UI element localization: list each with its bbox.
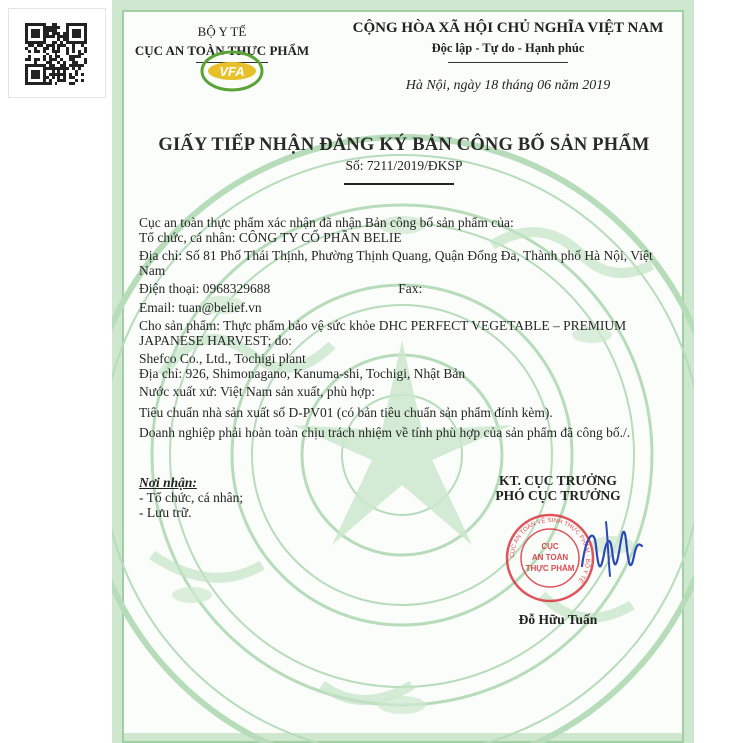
intro-text: Cục an toàn thực phẩm xác nhận đã nhận Bản công bố sản phẩm của:	[139, 215, 514, 230]
standard-text: Tiêu chuẩn nhà sản xuất số D-PV01 (có bản tiêu chuẩn sản phẩm đính kèm).	[139, 404, 553, 420]
certificate-document	[112, 0, 694, 743]
origin-text: Nước xuất xứ: Việt Nam sản xuất, phù hợp:	[139, 384, 375, 399]
stamp-line: CỤC	[541, 542, 559, 551]
manufacturer-address-text: Địa chỉ: 926, Shimonagano, Kanuma-shi, Tochigi, Nhật Bản	[139, 365, 466, 381]
signatory-line-2: PHÓ CỤC TRƯỞNG	[495, 488, 621, 503]
header-rule-right	[448, 62, 568, 63]
address-text: Địa chỉ: Số 81 Phố Thái Thịnh, Phường Thịnh Quang, Quận Đống Đa, Thành phố Hà Nội, Việt Nam	[139, 248, 653, 278]
stamp-line: THỰC PHẨM	[525, 564, 575, 573]
recipient-item: - Lưu trữ.	[139, 505, 192, 520]
agency-name: CỤC AN TOÀN THỰC PHẨM	[134, 43, 310, 58]
recipients-block	[139, 475, 339, 520]
handwritten-signature	[576, 516, 646, 584]
document-number: Số: 7211/2019/ĐKSP	[345, 158, 463, 173]
document-body	[139, 216, 673, 441]
country-name: CỘNG HÒA XÃ HỘI CHỦ NGHĨA VIỆT NAM	[352, 20, 664, 36]
document-title: GIẤY TIẾP NHẬN ĐĂNG KÝ BẢN CÔNG BỐ SẢN PHẨM	[158, 135, 650, 155]
signer-name: Đỗ Hữu Tuấn	[518, 612, 598, 627]
recipient-item: - Tổ chức, cá nhân;	[139, 490, 244, 505]
contact-row	[139, 282, 673, 297]
responsibility-text: Doanh nghiệp phải hoàn toàn chịu trách nhiệm về tính phù hợp của sản phẩm đã công bố./.	[139, 425, 631, 440]
qr-code	[25, 23, 87, 85]
fax-text: Fax:	[398, 281, 423, 296]
issue-date: Hà Nội, ngày 18 tháng 06 năm 2019	[405, 78, 611, 93]
national-header	[340, 20, 676, 56]
ministry-name: BỘ Y TẾ	[197, 24, 247, 39]
email-text: Email: tuan@belief.vn	[139, 299, 262, 315]
phone-text: Điện thoại: 0968329688	[139, 281, 271, 296]
national-motto: Độc lập - Tự do - Hạnh phúc	[431, 41, 585, 55]
qr-code-panel	[8, 8, 106, 98]
recipients-heading: Nơi nhận:	[139, 475, 197, 490]
vfa-logo	[200, 50, 264, 92]
signatory-line-1: KT. CỤC TRƯỞNG	[499, 473, 617, 488]
stamp-ring-text: CỤC AN TOÀN VỆ SINH THỰC PHẨM · BỘ Y TẾ	[508, 516, 592, 584]
stamp-line: AN TOÀN	[531, 553, 569, 562]
vfa-logo-text: VFA	[219, 64, 245, 79]
signatory-title	[468, 473, 648, 503]
manufacturer-text: Shefco Co., Ltd., Tochigi plant	[139, 351, 306, 366]
organization-text: Tổ chức, cá nhân: CÔNG TY CỔ PHẦN BELIE	[139, 229, 402, 245]
product-text: Cho sản phẩm: Thực phẩm bảo vệ sức khỏe DHC PERFECT VEGETABLE – PREMIUM JAPANESE HARVEST; do:	[139, 318, 627, 348]
title-rule	[344, 183, 454, 185]
